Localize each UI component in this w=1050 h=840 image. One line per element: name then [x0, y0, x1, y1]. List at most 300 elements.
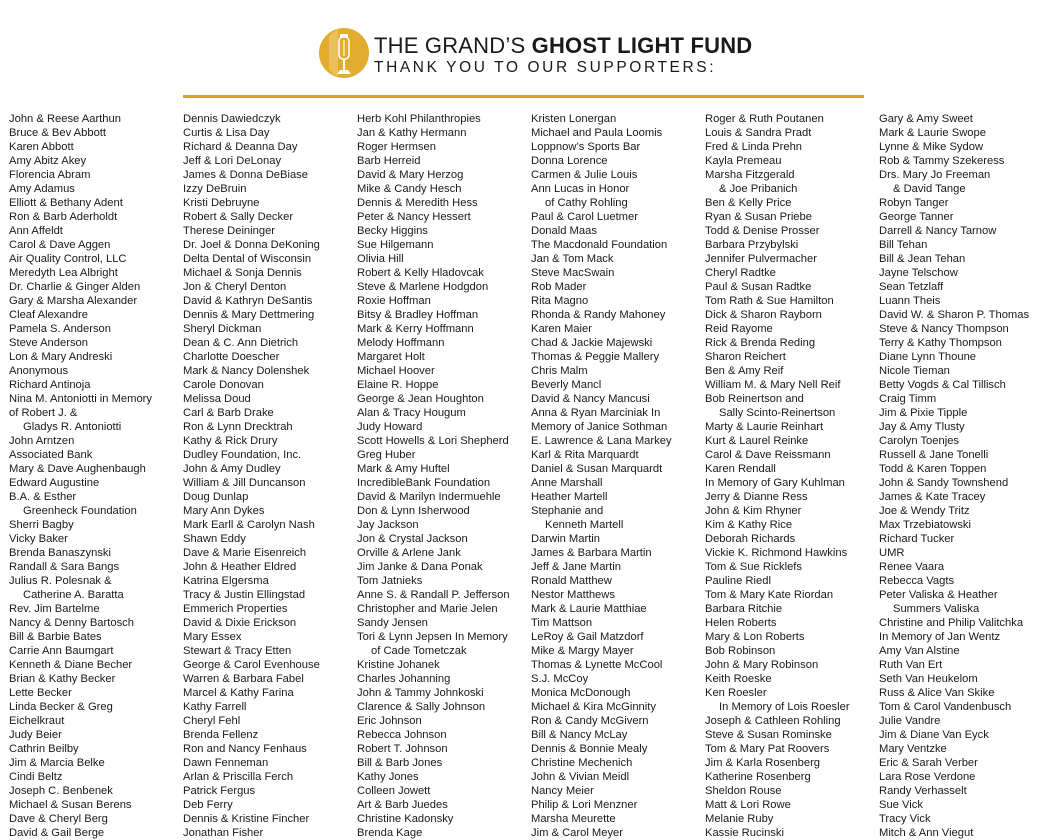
supporter-name: Amy Van Alstine — [879, 645, 960, 657]
supporter-name: Randall & Sara Bangs — [9, 561, 120, 573]
supporter-name: Katherine Rosenberg — [705, 771, 811, 783]
supporter-name: Steve & Marlene Hodgdon — [357, 281, 489, 293]
supporter-name: Peter & Nancy Hessert — [357, 211, 471, 223]
supporter-name: David & Dixie Erickson — [183, 617, 297, 629]
supporter-name: Bill & Nancy McLay — [531, 729, 628, 741]
supporter-name: Cindi Beltz — [9, 771, 63, 783]
supporter-name: Memory of Janice Sothman — [531, 421, 668, 433]
supporter-name: Craig Timm — [879, 393, 937, 405]
supporter-name: Jim & Carol Meyer — [531, 827, 624, 839]
supporter-name: Chad & Jackie Majewski — [531, 337, 653, 349]
supporter-name: Dennis Dawiedczyk — [183, 113, 281, 125]
supporter-name: Richard Antinoja — [9, 379, 91, 391]
supporter-name: Anna & Ryan Marciniak In — [531, 407, 661, 419]
supporter-name: Todd & Karen Toppen — [879, 463, 987, 475]
supporter-name: Edward Augustine — [9, 477, 100, 489]
supporter-name: Carrie Ann Baumgart — [9, 645, 114, 657]
supporter-name: Jan & Tom Mack — [531, 253, 614, 265]
supporter-name: Lynne & Mike Sydow — [879, 141, 984, 153]
supporter-name: Dean & C. Ann Dietrich — [183, 337, 299, 349]
supporter-name: & David Tange — [893, 183, 966, 195]
supporter-name: Nicole Tieman — [879, 365, 950, 377]
supporter-name: The Macdonald Foundation — [531, 239, 668, 251]
supporter-name: Marcel & Kathy Farina — [183, 687, 294, 699]
supporter-name: John & Tammy Johnkoski — [357, 687, 484, 699]
supporter-name: Mike & Candy Hesch — [357, 183, 462, 195]
supporter-name: Roger & Ruth Poutanen — [705, 113, 824, 125]
supporter-name: Tom & Mary Pat Roovers — [705, 743, 830, 755]
supporter-name: Karen Rendall — [705, 463, 776, 475]
supporter-name: In Memory of Jan Wentz — [879, 631, 1001, 643]
supporter-name: Heather Martell — [531, 491, 608, 503]
supporter-name: James & Donna DeBiase — [183, 169, 308, 181]
supporter-name: Julius R. Polesnak & — [9, 575, 112, 587]
supporter-name: Beverly Mancl — [531, 379, 602, 391]
page-title: THE GRAND’S GHOST LIGHT FUND — [374, 33, 753, 58]
supporter-name: Gary & Marsha Alexander — [9, 295, 138, 307]
supporter-name: Brenda Kage — [357, 827, 423, 839]
supporter-name: Rev. Jim Bartelme — [9, 603, 100, 615]
supporter-name: Deborah Richards — [705, 533, 796, 545]
supporter-name: Air Quality Control, LLC — [9, 253, 127, 265]
supporter-name: Gary & Amy Sweet — [879, 113, 973, 125]
supporter-name: Tom Rath & Sue Hamilton — [705, 295, 834, 307]
supporter-name: Vicky Baker — [9, 533, 68, 545]
supporter-name: Robert & Kelly Hladovcak — [357, 267, 484, 279]
supporter-name: Kristine Johanek — [357, 659, 440, 671]
supporter-name: James & Barbara Martin — [531, 547, 652, 559]
supporter-name: Tracy Vick — [879, 813, 931, 825]
supporter-name: Lon & Mary Andreski — [9, 351, 113, 363]
supporter-name: Keith Roeske — [705, 673, 772, 685]
supporter-name: Carolyn Toenjes — [879, 435, 960, 447]
supporter-name: Barbara Przybylski — [705, 239, 799, 251]
supporter-name: Joseph C. Benbenek — [9, 785, 113, 797]
supporter-name: George Tanner — [879, 211, 954, 223]
supporter-name: Richard & Deanna Day — [183, 141, 298, 153]
supporter-name: Steve MacSwain — [531, 267, 615, 279]
supporter-name: Pauline Riedl — [705, 575, 771, 587]
supporter-name: Cheryl Fehl — [183, 715, 241, 727]
supporter-name: Russ & Alice Van Skike — [879, 687, 995, 699]
supporter-name: Carl & Barb Drake — [183, 407, 274, 419]
supporter-name: Rick & Brenda Reding — [705, 337, 816, 349]
supporter-name: Matt & Lori Rowe — [705, 799, 791, 811]
supporter-name: Paul & Susan Radtke — [705, 281, 812, 293]
supporter-name: Sue Vick — [879, 799, 923, 811]
supporter-name: Linda Becker & Greg — [9, 701, 113, 713]
supporter-name: Melissa Doud — [183, 393, 251, 405]
supporter-name: Gladys R. Antoniotti — [23, 421, 122, 433]
supporter-name: Julie Vandre — [879, 715, 941, 727]
supporter-name: Sally Scinto-Reinertson — [719, 407, 836, 419]
supporter-name: Kristi Debruyne — [183, 197, 260, 209]
supporter-name: David & Kathryn DeSantis — [183, 295, 313, 307]
supporter-name: Ann Affeldt — [9, 225, 63, 237]
supporter-name: Lara Rose Verdone — [879, 771, 976, 783]
supporter-name: Ron and Nancy Fenhaus — [183, 743, 307, 755]
supporter-name: Michael & Susan Berens — [9, 799, 132, 811]
supporter-name: LeRoy & Gail Matzdorf — [531, 631, 644, 643]
supporter-name: Cheryl Radtke — [705, 267, 776, 279]
supporter-name: Warren & Barbara Fabel — [183, 673, 304, 685]
supporter-name: Jon & Cheryl Denton — [183, 281, 287, 293]
supporter-name: Kenneth & Diane Becher — [9, 659, 133, 671]
supporter-name: Ronald Matthew — [531, 575, 612, 587]
supporter-name: & Joe Pribanich — [719, 183, 798, 195]
supporter-name: Rebecca Vagts — [879, 575, 955, 587]
supporter-name: Helen Roberts — [705, 617, 777, 629]
page-subtitle: THANK YOU TO OUR SUPPORTERS: — [374, 59, 717, 76]
supporter-name: Steve & Nancy Thompson — [879, 323, 1009, 335]
supporter-name: Orville & Arlene Jank — [357, 547, 461, 559]
supporter-name: Kathy & Rick Drury — [183, 435, 278, 447]
supporter-name: Marsha Meurette — [531, 813, 616, 825]
supporter-name: Sean Tetzlaff — [879, 281, 944, 293]
supporter-name: Thomas & Lynette McCool — [531, 659, 663, 671]
supporter-name: Brian & Kathy Becker — [9, 673, 116, 685]
supporter-name: Sue Hilgemann — [357, 239, 434, 251]
supporter-name: Katrina Elgersma — [183, 575, 269, 587]
supporter-name: Joe & Wendy Tritz — [879, 505, 970, 517]
supporter-name: Tom & Sue Ricklefs — [705, 561, 802, 573]
supporter-name: Bruce & Bev Abbott — [9, 127, 107, 139]
supporter-name: Barb Herreid — [357, 155, 421, 167]
supporter-name: Mark & Amy Huftel — [357, 463, 450, 475]
supporter-name: David W. & Sharon P. Thomas — [879, 309, 1030, 321]
supporter-name: Carol & Dave Reissmann — [705, 449, 831, 461]
supporter-name: Margaret Holt — [357, 351, 425, 363]
supporter-name: Bill & Barb Jones — [357, 757, 443, 769]
supporter-name: Peter Valiska & Heather — [879, 589, 998, 601]
supporter-name: Elliott & Bethany Adent — [9, 197, 123, 209]
supporter-name: Jim & Pixie Tipple — [879, 407, 968, 419]
supporter-name: Mary Ventzke — [879, 743, 947, 755]
supporter-name: Monica McDonough — [531, 687, 631, 699]
supporter-column-5 — [705, 112, 877, 840]
supporter-name: Cleaf Alexandre — [9, 309, 88, 321]
supporter-name: Dawn Fenneman — [183, 757, 269, 769]
supporter-name: Renee Vaara — [879, 561, 945, 573]
supporter-name: Louis & Sandra Pradt — [705, 127, 812, 139]
supporter-name: Izzy DeBruin — [183, 183, 247, 195]
supporter-name: Dennis & Meredith Hess — [357, 197, 478, 209]
supporter-name: Paul & Carol Luetmer — [531, 211, 638, 223]
supporter-name: John & Mary Robinson — [705, 659, 819, 671]
supporter-name: of Cathy Rohling — [545, 197, 628, 209]
supporter-name: Mark & Nancy Dolenshek — [183, 365, 310, 377]
supporter-column-3 — [357, 112, 529, 840]
supporter-name: In Memory of Lois Roesler — [719, 701, 850, 713]
supporter-name: David & Gail Berge — [9, 827, 105, 839]
supporter-name: Amy Adamus — [9, 183, 75, 195]
supporter-name: Ann Lucas in Honor — [531, 183, 630, 195]
supporter-name: George & Jean Houghton — [357, 393, 484, 405]
supporter-name: Mary & Lon Roberts — [705, 631, 805, 643]
supporter-name: Dr. Joel & Donna DeKoning — [183, 239, 320, 251]
supporter-name: Dave & Cheryl Berg — [9, 813, 108, 825]
supporter-name: Mitch & Ann Viegut — [879, 827, 974, 839]
supporter-name: Mary Ann Dykes — [183, 505, 265, 517]
supporter-name: Kenneth Martell — [545, 519, 624, 531]
supporter-name: James & Kate Tracey — [879, 491, 986, 503]
supporter-name: Herb Kohl Philanthropies — [357, 113, 481, 125]
supporter-name: Nancy & Denny Bartosch — [9, 617, 134, 629]
supporter-name: Michael and Paula Loomis — [531, 127, 663, 139]
supporter-name: Vickie K. Richmond Hawkins — [705, 547, 848, 559]
supporter-name: Alan & Tracy Hougum — [357, 407, 466, 419]
supporter-name: Steve & Susan Rominske — [705, 729, 832, 741]
supporter-name: Brenda Fellenz — [183, 729, 259, 741]
supporter-name: John & Sandy Townshend — [879, 477, 1009, 489]
supporter-name: Art & Barb Juedes — [357, 799, 448, 811]
supporter-name: Jim Janke & Dana Ponak — [357, 561, 483, 573]
supporter-name: Pamela S. Anderson — [9, 323, 111, 335]
supporter-name: Sandy Jensen — [357, 617, 428, 629]
supporter-name: Mary Essex — [183, 631, 242, 643]
supporter-name: Carole Donovan — [183, 379, 264, 391]
supporter-name: Sherri Bagby — [9, 519, 74, 531]
supporter-name: Stephanie and — [531, 505, 604, 517]
supporter-name: Melody Hoffmann — [357, 337, 445, 349]
supporter-name: Donald Maas — [531, 225, 597, 237]
supporter-name: John & Vivian Meidl — [531, 771, 630, 783]
supporter-name: Fred & Linda Prehn — [705, 141, 803, 153]
supporter-name: Max Trzebiatowski — [879, 519, 972, 531]
supporter-name: Doug Dunlap — [183, 491, 249, 503]
supporter-name: IncredibleBank Foundation — [357, 477, 491, 489]
supporter-name: Marsha Fitzgerald — [705, 169, 795, 181]
supporter-name: Randy Verhasselt — [879, 785, 967, 797]
supporter-name: Emmerich Properties — [183, 603, 288, 615]
supporter-name: David & Marilyn Indermuehle — [357, 491, 501, 503]
supporter-column-6 — [879, 112, 1050, 840]
supporter-name: John & Heather Eldred — [183, 561, 297, 573]
supporter-name: David & Nancy Mancusi — [531, 393, 650, 405]
supporter-name: Michael Hoover — [357, 365, 435, 377]
supporter-column-1 — [9, 112, 181, 840]
supporter-name: Jennifer Pulvermacher — [705, 253, 817, 265]
supporter-name: Shawn Eddy — [183, 533, 246, 545]
supporter-name: William & Jill Duncanson — [183, 477, 306, 489]
supporter-name: Kayla Premeau — [705, 155, 782, 167]
ghost-light-lamp-icon — [318, 27, 370, 79]
supporter-name: Daniel & Susan Marquardt — [531, 463, 663, 475]
supporter-name: Amy Abitz Akey — [9, 155, 87, 167]
supporter-name: Joseph & Cathleen Rohling — [705, 715, 841, 727]
supporter-name: Ron & Candy McGivern — [531, 715, 649, 727]
supporter-name: Mark & Kerry Hoffmann — [357, 323, 474, 335]
supporter-name: Dennis & Bonnie Mealy — [531, 743, 648, 755]
supporter-name: Lette Becker — [9, 687, 72, 699]
supporter-name: Philip & Lori Menzner — [531, 799, 638, 811]
supporter-name: Eric Johnson — [357, 715, 422, 727]
supporter-name: Michael & Kira McGinnity — [531, 701, 656, 713]
supporter-name: Charles Johanning — [357, 673, 451, 685]
supporter-name: Elaine R. Hoppe — [357, 379, 439, 391]
supporter-name: Jim & Karla Rosenberg — [705, 757, 821, 769]
supporter-name: William M. & Mary Nell Reif — [705, 379, 841, 391]
supporter-name: Arlan & Priscilla Ferch — [183, 771, 294, 783]
supporter-name: Delta Dental of Wisconsin — [183, 253, 312, 265]
supporter-name: Florencia Abram — [9, 169, 91, 181]
supporter-name: Jay Jackson — [357, 519, 419, 531]
supporter-name: Karen Abbott — [9, 141, 74, 153]
supporter-name: Associated Bank — [9, 449, 93, 461]
supporter-name: Carmen & Julie Louis — [531, 169, 638, 181]
supporter-name: Nina M. Antoniotti in Memory — [9, 393, 153, 405]
supporter-name: Bill & Jean Tehan — [879, 253, 966, 265]
supporter-column-2 — [183, 112, 355, 840]
supporter-name: Dudley Foundation, Inc. — [183, 449, 302, 461]
supporter-name: Bill Tehan — [879, 239, 928, 251]
supporter-name: Curtis & Lisa Day — [183, 127, 270, 139]
supporter-name: Sheryl Dickman — [183, 323, 262, 335]
supporter-name: Brenda Banaszynski — [9, 547, 111, 559]
supporter-name: Mark & Laurie Matthiae — [531, 603, 647, 615]
supporter-name: Kathy Jones — [357, 771, 419, 783]
supporter-name: Ron & Barb Aderholdt — [9, 211, 118, 223]
supporter-name: Todd & Denise Prosser — [705, 225, 820, 237]
supporter-name: Therese Deininger — [183, 225, 276, 237]
supporter-name: Jeff & Lori DeLonay — [183, 155, 282, 167]
supporter-name: Carol & Dave Aggen — [9, 239, 111, 251]
header-divider — [183, 95, 864, 98]
supporter-name: Dennis & Kristine Fincher — [183, 813, 310, 825]
supporter-name: Patrick Fergus — [183, 785, 256, 797]
supporter-name: Sharon Reichert — [705, 351, 786, 363]
supporter-name: Jan & Kathy Hermann — [357, 127, 467, 139]
supporter-name: Ben & Kelly Price — [705, 197, 792, 209]
supporter-name: Charlotte Doescher — [183, 351, 280, 363]
supporter-name: Jerry & Dianne Ress — [705, 491, 808, 503]
supporter-name: Darwin Martin — [531, 533, 601, 545]
supporter-name: Kassie Rucinski — [705, 827, 784, 839]
supporter-name: Jay & Amy Tlusty — [879, 421, 965, 433]
supporter-name: of Cade Tometczak — [371, 645, 467, 657]
supporter-name: Jayne Telschow — [879, 267, 958, 279]
supporter-name: Donna Lorence — [531, 155, 608, 167]
supporter-name: Tom Jatnieks — [357, 575, 423, 587]
supporter-name: Jon & Crystal Jackson — [357, 533, 468, 545]
supporter-name: Darrell & Nancy Tarnow — [879, 225, 997, 237]
supporter-name: Judy Beier — [9, 729, 62, 741]
supporter-name: Tom & Carol Vandenbusch — [879, 701, 1012, 713]
supporter-name: Tom & Mary Kate Riordan — [705, 589, 834, 601]
supporter-name: Tracy & Justin Ellingstad — [183, 589, 306, 601]
supporter-name: Catherine A. Baratta — [23, 589, 124, 601]
supporter-name: UMR — [879, 547, 905, 559]
supporter-name: Rita Magno — [531, 295, 589, 307]
supporter-name: Rebecca Johnson — [357, 729, 447, 741]
supporter-name: Dr. Charlie & Ginger Alden — [9, 281, 141, 293]
supporter-name: John & Amy Dudley — [183, 463, 281, 475]
supporter-name: Ruth Van Ert — [879, 659, 943, 671]
supporter-name: Rhonda & Randy Mahoney — [531, 309, 666, 321]
supporter-name: Olivia Hill — [357, 253, 404, 265]
supporter-name: Dave & Marie Eisenreich — [183, 547, 307, 559]
supporter-name: Barbara Ritchie — [705, 603, 783, 615]
supporter-name: Christine Mechenich — [531, 757, 633, 769]
supporter-name: Russell & Jane Tonelli — [879, 449, 989, 461]
supporter-name: Chris Malm — [531, 365, 588, 377]
supporter-name: Michael & Sonja Dennis — [183, 267, 302, 279]
supporter-name: Stewart & Tracy Etten — [183, 645, 292, 657]
supporter-name: Bob Reinertson and — [705, 393, 804, 405]
supporter-name: In Memory of Gary Kuhlman — [705, 477, 845, 489]
supporter-name: Christine and Philip Valitchka — [879, 617, 1024, 629]
supporter-name: Bill & Barbie Bates — [9, 631, 102, 643]
supporter-name: Mark & Laurie Swope — [879, 127, 986, 139]
supporter-name: Anne S. & Randall P. Jefferson — [357, 589, 510, 601]
supporter-name: Don & Lynn Isherwood — [357, 505, 470, 517]
supporter-name: Richard Tucker — [879, 533, 955, 545]
supporter-name: Jim & Diane Van Eyck — [879, 729, 989, 741]
supporter-name: Jonathan Fisher — [183, 827, 264, 839]
supporter-name: Becky Higgins — [357, 225, 428, 237]
header — [318, 27, 878, 87]
supporter-name: E. Lawrence & Lana Markey — [531, 435, 672, 447]
supporter-name: John Arntzen — [9, 435, 75, 447]
supporter-name: Greg Huber — [357, 449, 416, 461]
supporter-name: Roger Hermsen — [357, 141, 436, 153]
supporter-name: Betty Vogds & Cal Tillisch — [879, 379, 1006, 391]
supporter-name: Nestor Matthews — [531, 589, 615, 601]
supporter-name: Robert T. Johnson — [357, 743, 448, 755]
supporter-name: Karen Maier — [531, 323, 592, 335]
supporters-list — [9, 112, 1049, 840]
supporter-name: Bitsy & Bradley Hoffman — [357, 309, 479, 321]
supporter-name: Melanie Ruby — [705, 813, 774, 825]
supporter-name: Deb Ferry — [183, 799, 233, 811]
supporter-name: Ben & Amy Reif — [705, 365, 784, 377]
supporter-name: Terry & Kathy Thompson — [879, 337, 1002, 349]
supporter-name: Diane Lynn Thoune — [879, 351, 977, 363]
supporter-name: Steve Anderson — [9, 337, 88, 349]
supporter-name: Kristen Lonergan — [531, 113, 617, 125]
supporter-name: Ryan & Susan Priebe — [705, 211, 812, 223]
supporter-name: Seth Van Heukelom — [879, 673, 978, 685]
supporter-name: Drs. Mary Jo Freeman — [879, 169, 991, 181]
supporter-name: Mike & Margy Mayer — [531, 645, 634, 657]
supporter-name: Loppnow’s Sports Bar — [531, 141, 641, 153]
supporter-name: Ken Roesler — [705, 687, 767, 699]
supporter-name: Scott Howells & Lori Shepherd — [357, 435, 509, 447]
supporter-name: Colleen Jowett — [357, 785, 431, 797]
supporter-name: Reid Rayome — [705, 323, 773, 335]
supporter-name: Ron & Lynn Drecktrah — [183, 421, 293, 433]
supporter-name: Christopher and Marie Jelen — [357, 603, 498, 615]
supporter-name: Bob Robinson — [705, 645, 776, 657]
supporter-name: Mary & Dave Aughenbaugh — [9, 463, 146, 475]
supporter-name: Jeff & Jane Martin — [531, 561, 621, 573]
supporter-name: Thomas & Peggie Mallery — [531, 351, 660, 363]
supporter-name: Kathy Farrell — [183, 701, 247, 713]
supporter-name: Luann Theis — [879, 295, 941, 307]
supporter-name: B.A. & Esther — [9, 491, 77, 503]
supporter-name: Summers Valiska — [893, 603, 980, 615]
supporter-name: Rob & Tammy Szekeress — [879, 155, 1005, 167]
supporter-name: George & Carol Evenhouse — [183, 659, 320, 671]
supporter-name: Eric & Sarah Verber — [879, 757, 978, 769]
supporter-name: John & Reese Aarthun — [9, 113, 121, 125]
supporter-name: David & Mary Herzog — [357, 169, 464, 181]
supporter-name: Dennis & Mary Dettmering — [183, 309, 315, 321]
supporter-name: Meredyth Lea Albright — [9, 267, 118, 279]
supporter-name: Kim & Kathy Rice — [705, 519, 793, 531]
supporter-name: of Robert J. & — [9, 407, 78, 419]
supporter-name: Greenheck Foundation — [23, 505, 137, 517]
